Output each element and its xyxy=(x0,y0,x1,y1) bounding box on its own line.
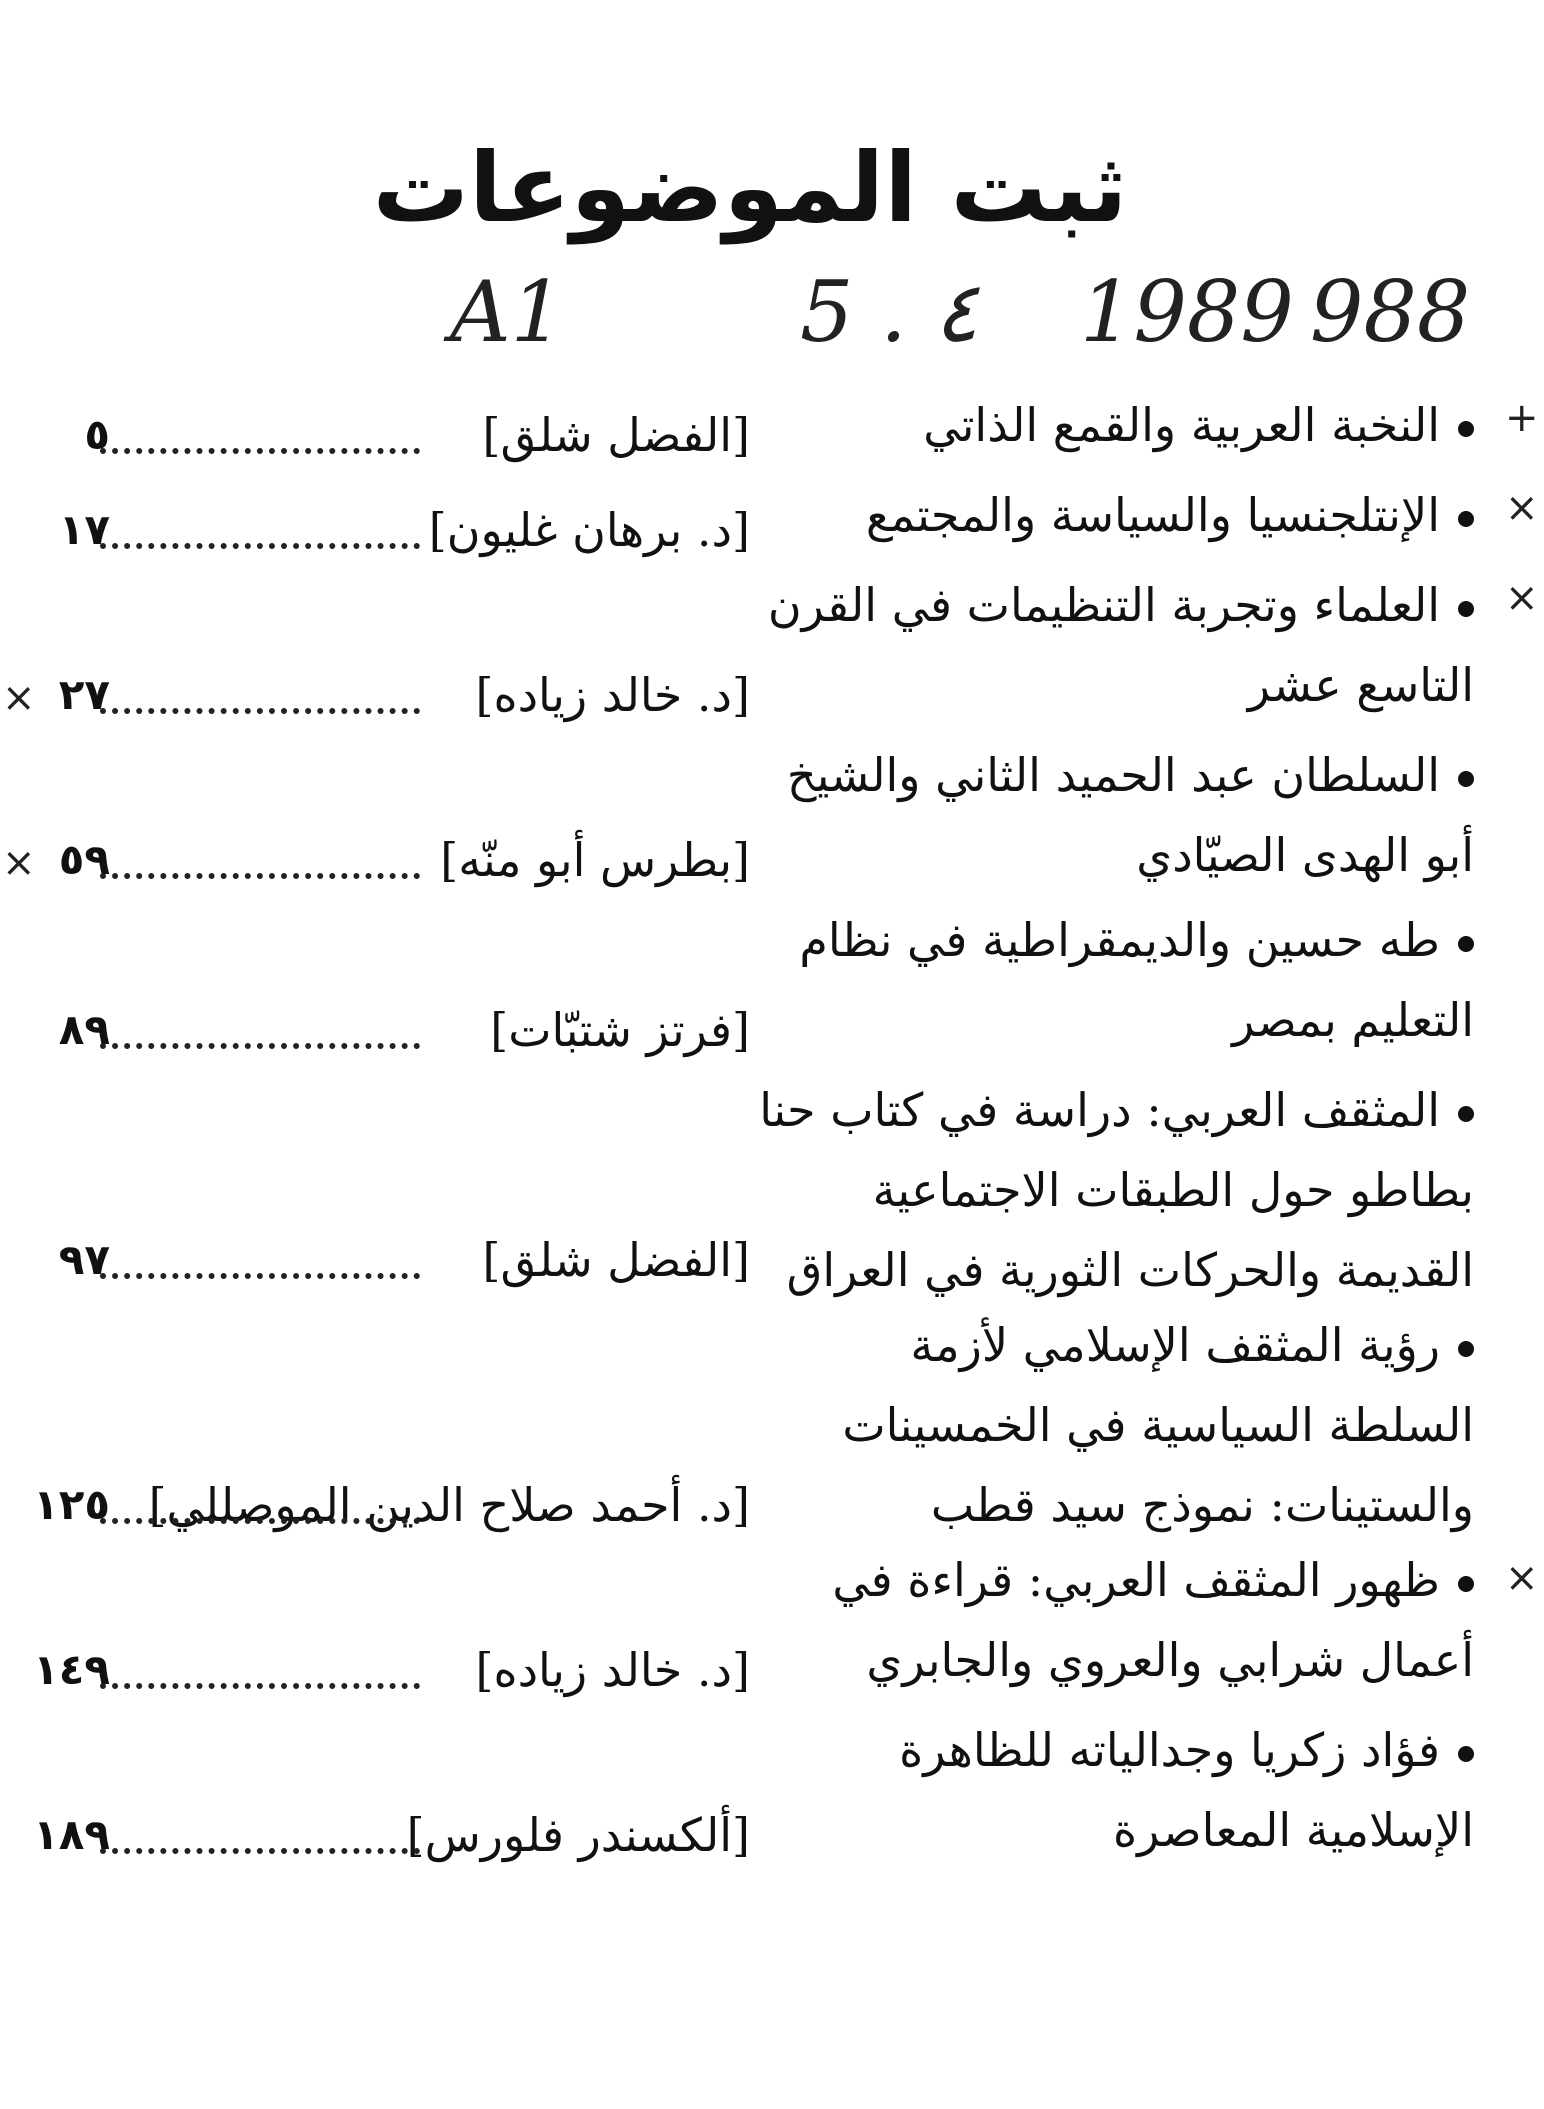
handwritten-mark-icon: × xyxy=(2,840,36,886)
handwritten-code: A1 xyxy=(450,263,565,361)
author: [الفضل شلق] xyxy=(482,408,750,462)
page-number: ١٢٥ xyxy=(33,1480,110,1529)
page-title: ثبت الموضوعات xyxy=(372,132,1128,244)
toc-entry-title: المثقف العربي: دراسة في كتاب حنا بطاطو حول الطبقات الاجتماعية القديمة والحركات الثورية في العراق xyxy=(759,1083,1474,1297)
toc-entry-title: طه حسين والديمقراطية في نظام التعليم بمصر xyxy=(799,913,1474,1047)
bullet-icon xyxy=(1458,771,1474,787)
toc-entry-author-line xyxy=(30,495,750,565)
handwritten-mark-icon: × xyxy=(1505,575,1539,621)
handwritten-mark-icon: × xyxy=(1505,1555,1539,1601)
toc-entry-title: الإنتلجنسيا والسياسة والمجتمع xyxy=(754,475,1474,555)
toc-entry-title: السلطان عبد الحميد الثاني والشيخ أبو الهدى الصيّادي xyxy=(786,748,1474,882)
toc-entry-title: العلماء وتجربة التنظيمات في القرن التاسع عشر xyxy=(767,578,1474,712)
author: [د. خالد زياده] xyxy=(475,668,750,722)
bullet-icon xyxy=(1458,936,1474,952)
page-number: ١٨٩ xyxy=(33,1810,110,1859)
bullet-icon xyxy=(1458,1576,1474,1592)
toc-entry-title: ظهور المثقف العربي: قراءة في أعمال شرابي والعروي والجابري xyxy=(832,1553,1474,1687)
bullet-icon xyxy=(1458,601,1474,617)
bullet-icon xyxy=(1458,1106,1474,1122)
page-number: ٢٧ xyxy=(58,670,110,719)
handwritten-mark-icon: × xyxy=(2,675,36,721)
leader-dots xyxy=(100,708,420,714)
toc-entry-title: فؤاد زكريا وجدالياته للظاهرة الإسلامية المعاصرة xyxy=(899,1723,1474,1857)
leader-dots xyxy=(100,873,420,879)
toc-entry-author-line xyxy=(30,825,750,895)
author: [الفضل شلق] xyxy=(482,1233,750,1287)
author: [د. أحمد صلاح الدين الموصللي] xyxy=(148,1478,750,1532)
leader-dots xyxy=(100,543,420,549)
bullet-icon xyxy=(1458,1746,1474,1762)
handwritten-issue: 5 . ٤ xyxy=(800,263,979,361)
leader-dots xyxy=(100,1518,420,1524)
handwritten-mark-icon: × xyxy=(1505,485,1539,531)
handwritten-year: 1989 xyxy=(1080,263,1294,361)
leader-dots xyxy=(100,448,420,454)
handwritten-number: 988 xyxy=(1310,263,1471,361)
page-number: ٥٩ xyxy=(58,835,110,884)
author: [بطرس أبو منّه] xyxy=(440,833,750,887)
toc-entry-author-line xyxy=(30,400,750,470)
leader-dots xyxy=(100,1043,420,1049)
toc-entry-author-line xyxy=(30,1225,750,1295)
toc-entry-author-line xyxy=(30,1635,750,1705)
page-number: ٥ xyxy=(84,410,110,459)
toc-entry-author-line xyxy=(30,1470,750,1540)
author: [ألكسندر فلورس] xyxy=(406,1808,750,1862)
leader-dots xyxy=(100,1683,420,1689)
page-number: ٩٧ xyxy=(58,1235,110,1284)
toc-entry-title: رؤية المثقف الإسلامي لأزمة السلطة السياسية في الخمسينات والستينات: نموذج سيد قطب xyxy=(842,1318,1474,1532)
bullet-icon xyxy=(1458,511,1474,527)
page-number: ١٤٩ xyxy=(33,1645,110,1694)
author: [فرتز شتبّات] xyxy=(490,1003,750,1057)
bullet-icon xyxy=(1458,421,1474,437)
bullet-icon xyxy=(1458,1341,1474,1357)
toc-entry-author-line xyxy=(30,660,750,730)
toc-entry-author-line xyxy=(30,1800,750,1870)
author: [د. خالد زياده] xyxy=(475,1643,750,1697)
leader-dots xyxy=(100,1273,420,1279)
toc-entry-author-line xyxy=(30,995,750,1065)
toc-entry-title: النخبة العربية والقمع الذاتي xyxy=(754,385,1474,465)
leader-dots xyxy=(100,1848,420,1854)
page-number: ٨٩ xyxy=(58,1005,110,1054)
author: [د. برهان غليون] xyxy=(428,503,750,557)
page-number: ١٧ xyxy=(58,505,110,554)
handwritten-mark-icon: + xyxy=(1505,395,1539,441)
